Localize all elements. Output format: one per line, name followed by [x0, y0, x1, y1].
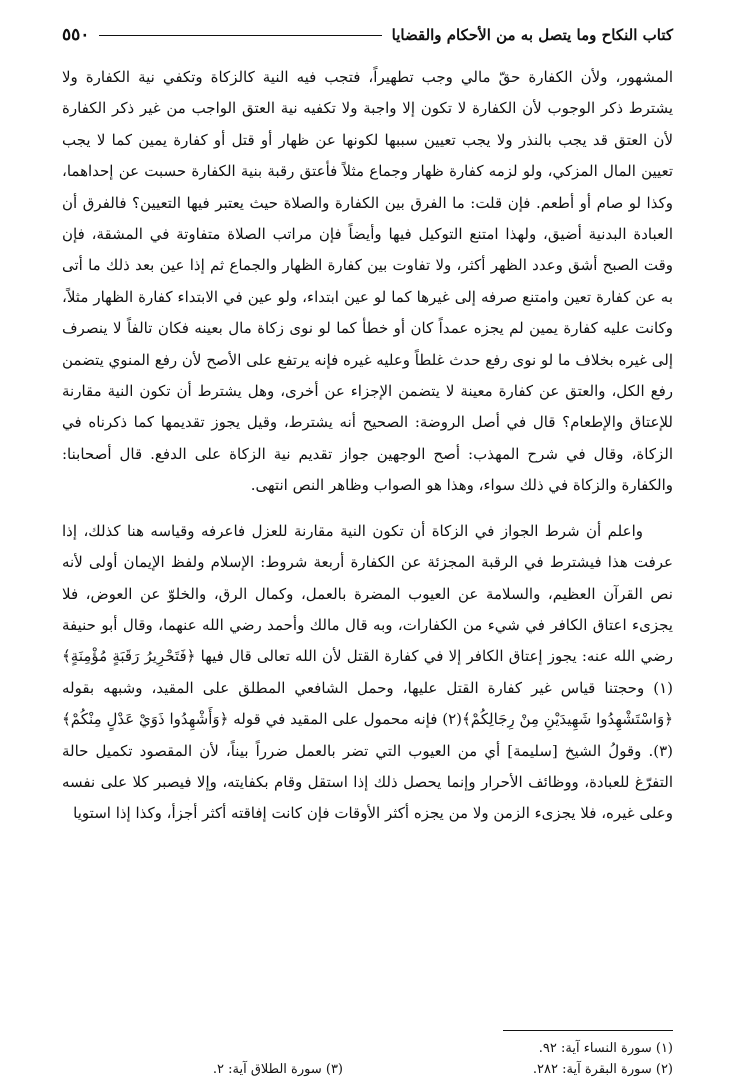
paragraph-1: المشهور، ولأن الكفارة حقّ مالي وجب تطهيراً، فتجب فيه النية كالزكاة وتكفي نية الكفارة ولا يشترط ذكر الوجوب لأن الكفارة لا تكون إلا واجبة ولا تكفيه نية العتق الواجب من غير ذكر الكفارة لأن العتق قد يجب بالنذر ولا يجب تعيين سببها لكونها عن ظهار أو قتل أو كفارة يمين كما لا يجب تعيين المال المزكي، ولو لزمه كفارة ظهار وجماع مثلاً فأعتق رقبة بنية الكفارة حسبت عن إحداهما، وكذا لو صام أو أطعم. فإن قلت: ما الفرق بين الكفارة والصلاة حيث يعتبر فيها التعيين؟ فالفرق أن العبادة البدنية أضيق، ولهذا امتنع التوكيل فيها وأيضاً فإن مراتب الصلاة متفاوتة في المشقة، فإن وقت الصبح أشق وعدد الظهر أكثر، ولا تفاوت بين كفارة الظهار والجماع ثم إذا عين بعد ذلك ما أتى به عن كفارة تعين وامتنع صرفه إلى غيرها كما لو عين ابتداء، ولو عين في الابتداء كفارة الظهار مثلاً، وكانت عليه كفارة يمين لم يجزه عمداً كان أو خطأ كما لو نوى زكاة مال بعينه فكان تالفاً لا ينصرف إلى غيره بخلاف ما لو نوى رفع حدث غلطاً وعليه غيره فإنه يرتفع على الأصح لأن رفع المنوي يتضمن رفع الكل، والعتق عن كفارة معينة لا يتضمن الإجزاء عن أخرى، وهل يشترط أن تكون النية مقارنة للإعتاق والإطعام؟ قال في أصل الروضة: الصحيح أنه يشترط، وقيل يجوز تقديمها كما ذكرناه في الزكاة، وقال في شرح المهذب: أصح الوجهين جواز تقديم نية الزكاة على الدفع. قال أصحابنا: والكفارة والزكاة في ذلك سواء، وهذا هو الصواب وظاهر النص انتهى. [61, 68, 673, 495]
footnote-row [62, 1059, 673, 1080]
footnote-separator [503, 1030, 673, 1031]
footnote-3: (٣) سورة الطلاق آية: ٢. [212, 1062, 343, 1077]
footnote-1: (١) سورة النساء آية: ٩٢. [538, 1041, 673, 1056]
page-number: ٥٥٠ [62, 25, 90, 45]
paragraph-2: واعلم أن شرط الجواز في الزكاة أن تكون النية مقارنة للعزل فاعرفه وقياسه هنا كذلك، إذا عرفت هذا فيشترط في الرقبة المجزئة عن الكفارة أربعة شروط: الإسلام ولفظ الإيمان أولى لأنه نص القرآن العظيم، والسلامة عن العيوب المضرة بالعمل، وكمال الرق، والخلوّ عن العوض، فلا يجزىء اعتاق الكافر في شيء من الكفارات، وبه قال مالك وأحمد رضي الله عنهما، وقال أبو حنيفة رضي الله عنه: يجوز إعتاق الكافر إلا في كفارة القتل لأن الله تعالى قال فيها ﴿فَتَحْرِيرُ رَقَبَةٍ مُؤْمِنَةٍ﴾(١) وحجتنا قياس غير كفارة القتل عليها، وحمل الشافعي المطلق على المقيد، وشبهه بقوله ﴿وَاسْتَشْهِدُوا شَهِيدَيْنِ مِنْ رِجَالِكُمْ﴾(٢) فإنه محمول على المقيد في قوله ﴿وَأَشْهِدُوا ذَوَيْ عَدْلٍ مِنْكُمْ﴾(٣). وقولُ الشيخ [سليمة] أي من العيوب التي تضر بالعمل ضرراً بيناً، لأن المقصود تكميل حالة التفرّغ للعبادة، ووظائف الأحرار وإنما يحصل ذلك إذا استقل وقام بكفايته، وإلا فيصبر كلا على نفسه وعلى غيره، فلا يجزىء الزمن ولا من يجزه أكثر الأوقات فإن كانت إفاقته أكثر أجزأ، وكذا إذا استويا [62, 521, 673, 823]
footnote-2: (٢) سورة البقرة آية: ٢٨٢. [532, 1062, 673, 1077]
footnote-row [62, 1038, 673, 1059]
header-rule [99, 35, 381, 36]
main-text [62, 62, 673, 830]
running-header [62, 18, 673, 52]
footnotes [62, 1038, 673, 1080]
chapter-title: كتاب النكاح وما يتصل به من الأحكام والقضايا [391, 26, 673, 44]
